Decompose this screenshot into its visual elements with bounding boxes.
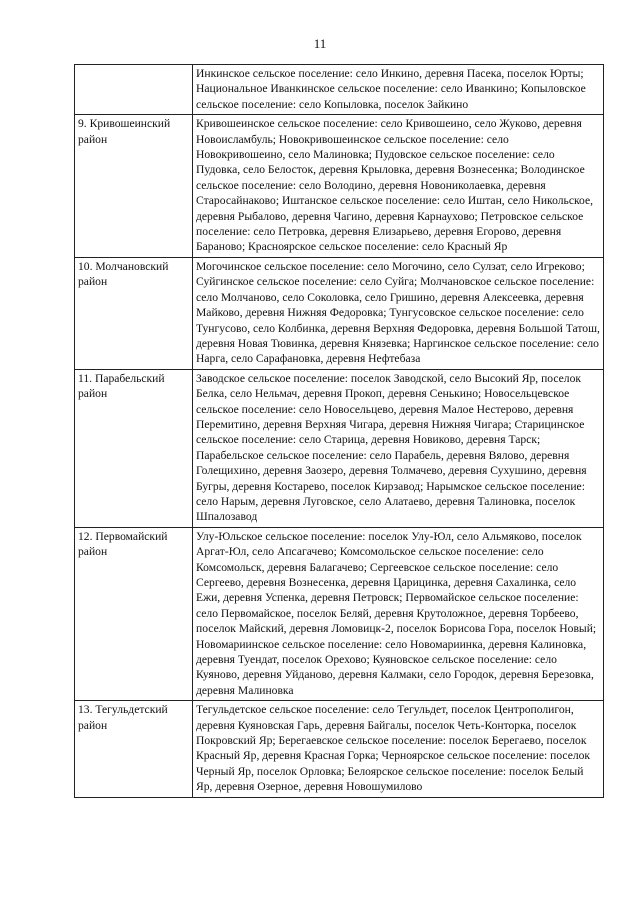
districts-table xyxy=(74,64,604,798)
table-row xyxy=(75,257,604,369)
page-number: 11 xyxy=(313,36,327,51)
district-name-cell: 11. Парабельский район xyxy=(75,369,193,527)
table-row xyxy=(75,527,604,700)
district-name-cell: 10. Молчановский район xyxy=(75,257,193,369)
table-row xyxy=(75,65,604,115)
district-name-cell: 13. Тегульдетский район xyxy=(75,701,193,797)
district-name-cell: 9. Кривошеинский район xyxy=(75,115,193,258)
district-name-cell xyxy=(75,65,193,115)
settlements-cell: Тегульдетское сельское поселение: село Тегульдет, поселок Центрополигон, деревня Куяновская Гарь, деревня Байгалы, поселок Четь-Конторка, поселок Покровский Яр; Берегаевское сельское поселение: поселок Берегаево, поселок Красный Яр, деревня Красная Горка; Черноярское сельское поселение: поселок Черный Яр, поселок Орловка; Белоярское сельское поселение: поселок Белый Яр, деревня Озерное, деревня Новошумилово xyxy=(193,701,604,797)
district-name-cell: 12. Первомайский район xyxy=(75,527,193,700)
settlements-cell: Кривошеинское сельское поселение: село Кривошеино, село Жуково, деревня Новоисламбуль; Новокривошеинское сельское поселение: село Новокривошеино, село Малиновка; Пудовское сельское поселение: село Пудовка, село Белосток, деревня Крыловка, деревня Вознесенка; Володинское сельское поселение: село Володино, деревня Новониколаевка, деревня Старосайнаково; Иштанское сельское поселение: село Иштан, село Никольское, деревня Рыбалово, деревня Чагино, деревня Карнаухово; Петровское сельское поселение: село Петровка, деревня Елизарьево, деревня Егорово, деревня Бараново; Красноярское сельское поселение: село Красный Яр xyxy=(193,115,604,258)
table-row xyxy=(75,369,604,527)
settlements-cell: Инкинское сельское поселение: село Инкино, деревня Пасека, поселок Юрты; Национальное Иванкинское сельское поселение: село Иванкино; Копыловское сельское поселение: село Копыловка, поселок Зайкино xyxy=(193,65,604,115)
settlements-cell: Могочинское сельское поселение: село Могочино, село Сулзат, село Игреково; Суйгинское сельское поселение: село Суйга; Молчановское сельское поселение: село Молчаново, село Соколовка, село Гришино, деревня Алексеевка, деревня Майково, деревня Нижняя Федоровка; Тунгусовское сельское поселение: село Тунгусово, село Колбинка, деревня Верхняя Федоровка, деревня Большой Татош, деревня Новая Тювинка, деревня Князевка; Наргинское сельское поселение: село Нарга, село Сарафановка, деревня Нефтебаза xyxy=(193,257,604,369)
settlements-cell: Улу-Юльское сельское поселение: поселок Улу-Юл, село Альмяково, поселок Аргат-Юл, село Апсагачево; Комсомольское сельское поселение: село Комсомольск, деревня Балагачево; Сергеевское сельское поселение: село Сергеево, деревня Вознесенка, деревня Царицинка, деревня Сахалинка, село Ежи, деревня Успенка, деревня Петровск; Первомайское сельское поселение: село Первомайское, поселок Беляй, деревня Крутоложное, деревня Торбеево, поселок Майский, деревня Ломовицк-2, поселок Борисова Гора, поселок Новый; Новомариинское сельское поселение: село Новомариинка, деревня Калиновка, деревня Туендат, поселок Орехово; Куяновское сельское поселение: село Куяново, деревня Уйданово, деревня Калмаки, село Городок, деревня Березовка, деревня Малиновка xyxy=(193,527,604,700)
table-row xyxy=(75,115,604,258)
table-row xyxy=(75,701,604,797)
settlements-cell: Заводское сельское поселение: поселок Заводской, село Высокий Яр, поселок Белка, село Нельмач, деревня Прокоп, деревня Сенькино; Новосельцевское сельское поселение: село Новосельцево, деревня Малое Нестерово, деревня Перемитино, деревня Верхняя Чигара, деревня Нижняя Чигара; Старицинское сельское поселение: село Старица, деревня Новиково, деревня Тарск; Парабельское сельское поселение: село Парабель, деревня Вялово, деревня Голещихино, деревня Заозеро, деревня Толмачево, деревня Сухушино, деревня Бугры, деревня Костарево, поселок Кирзавод; Нарымское сельское поселение: село Нарым, деревня Луговское, село Алатаево, деревня Талиновка, поселок Шпалозавод xyxy=(193,369,604,527)
